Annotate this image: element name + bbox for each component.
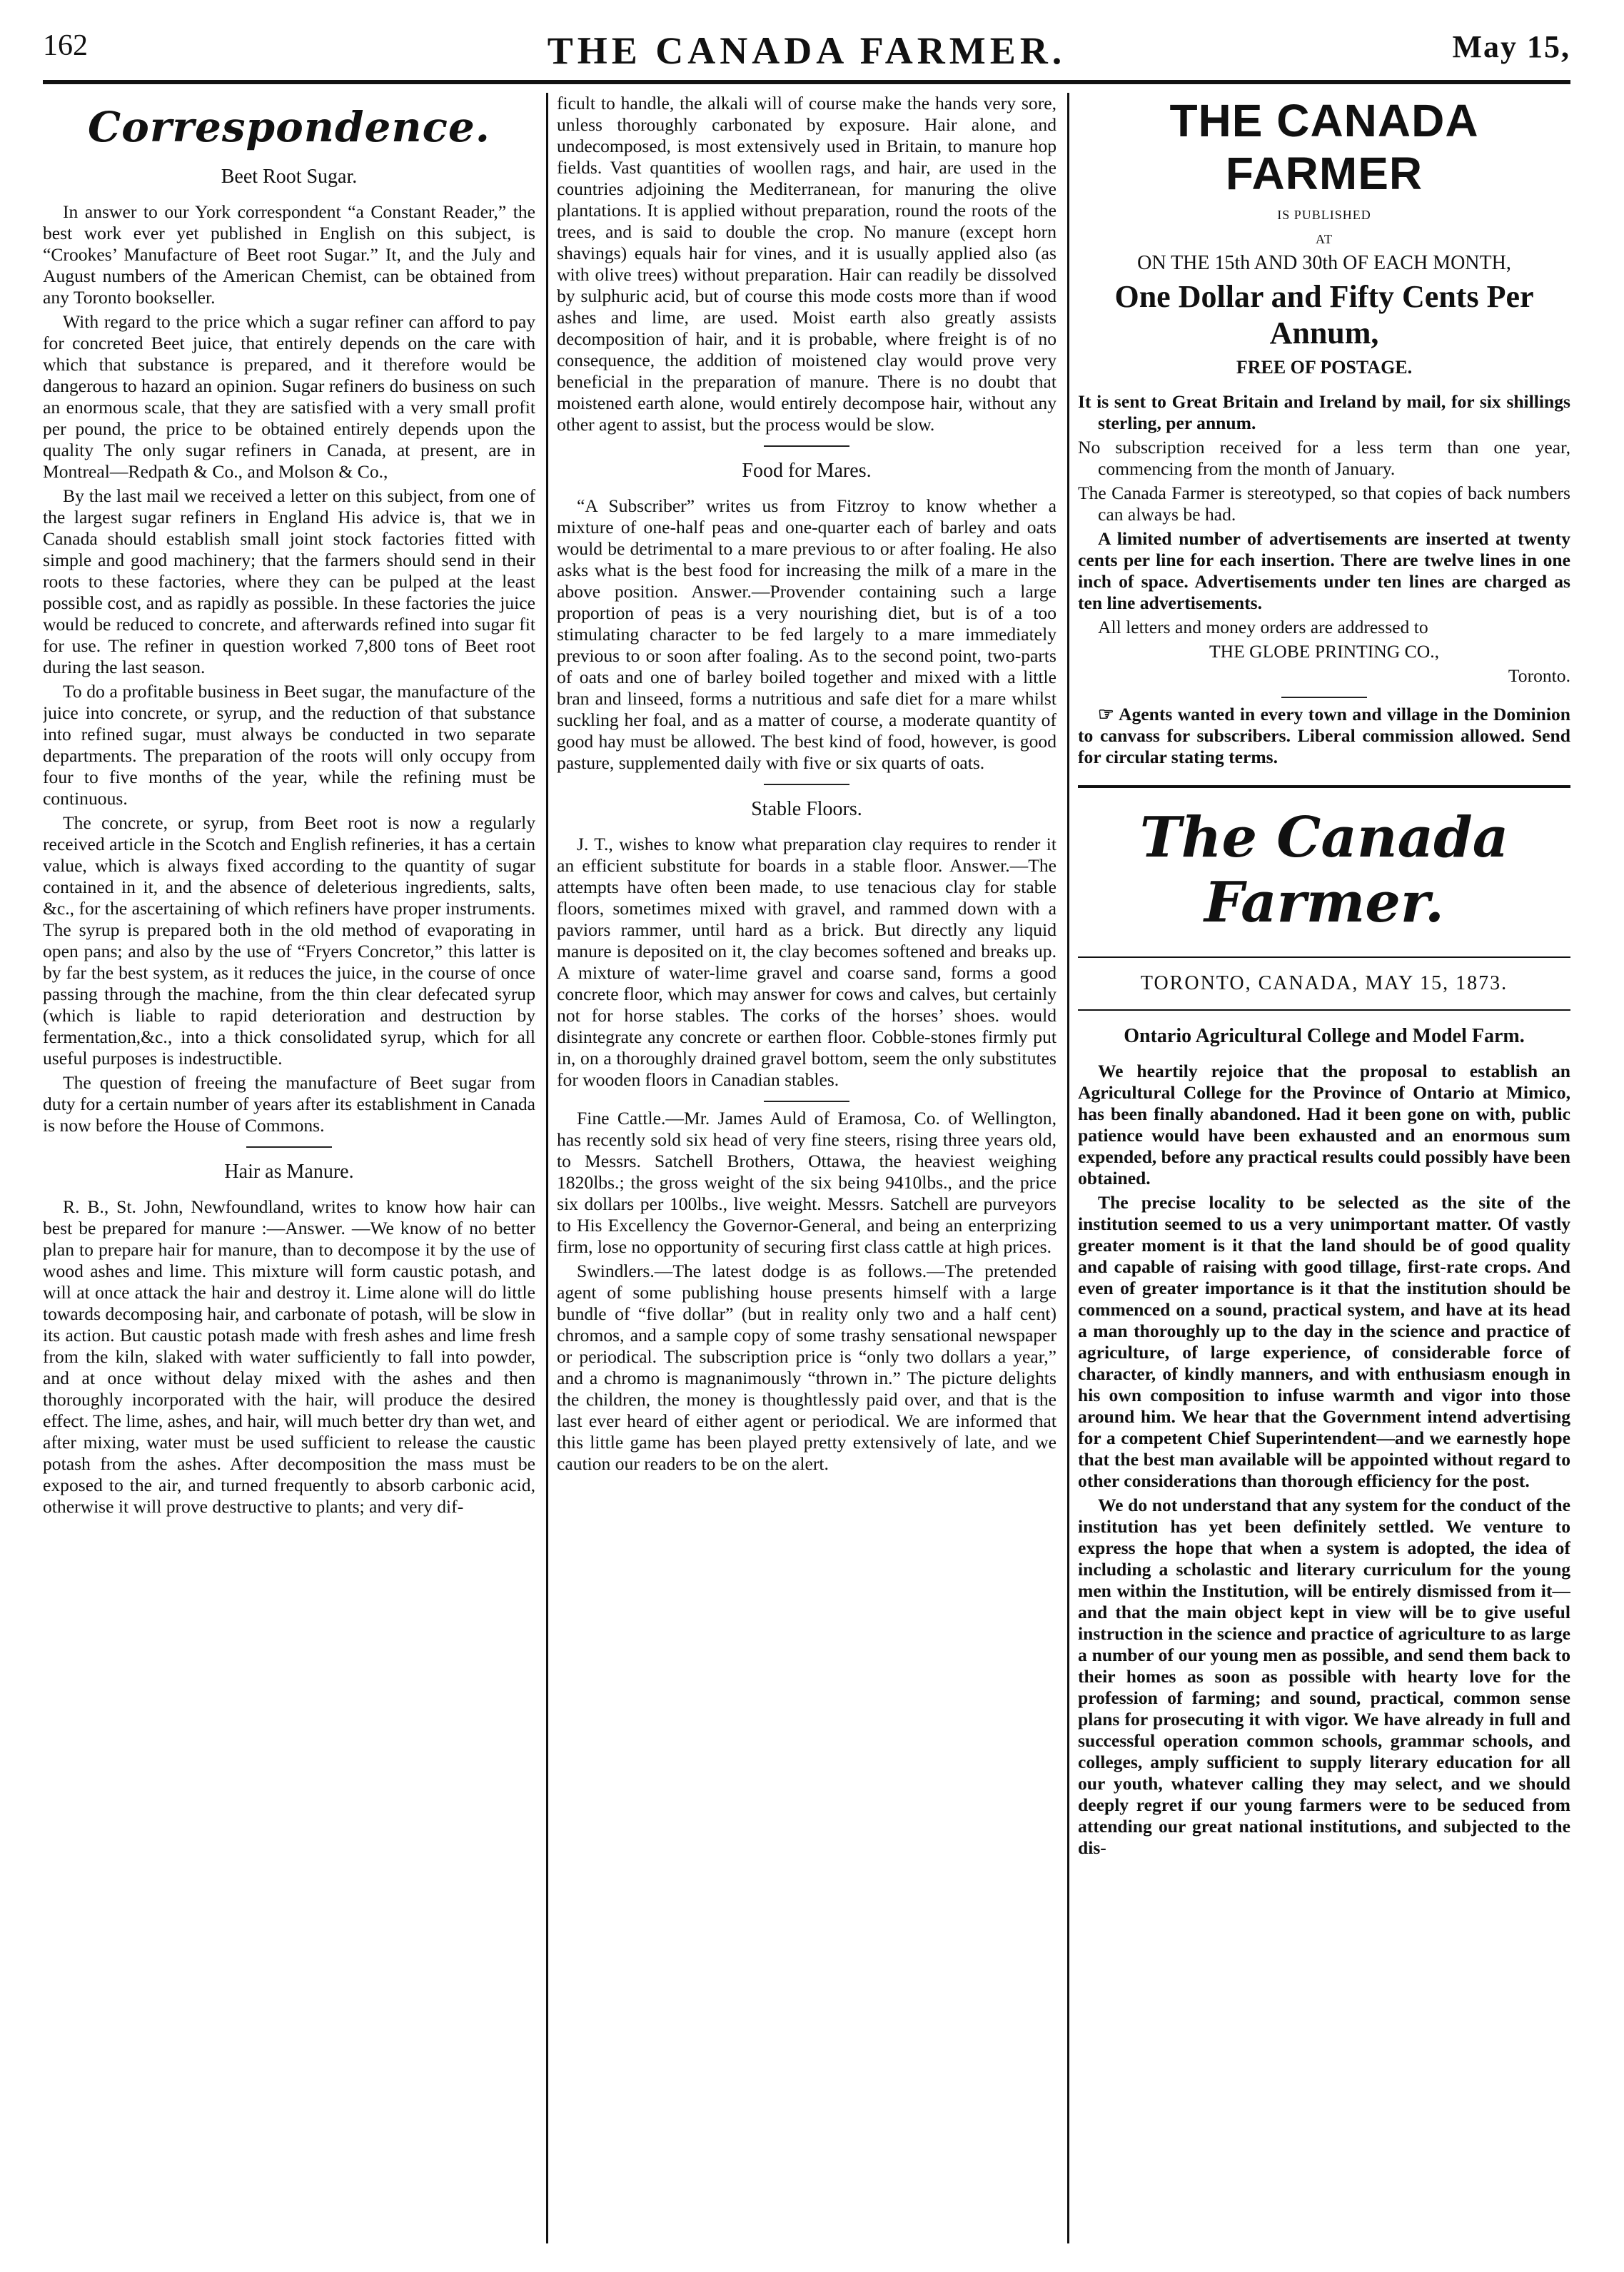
article-title: Stable Floors. (751, 798, 862, 820)
ad-free-postage: FREE OF POSTAGE. (1236, 357, 1413, 378)
ad-schedule: ON THE 15th AND 30th OF EACH MONTH, (1137, 252, 1511, 274)
ad-line: It is sent to Great Britain and Ireland by mail, for six shillings sterling, per annum. (1078, 391, 1570, 433)
column-3 (1078, 93, 1570, 2243)
article-title: Food for Mares. (742, 460, 872, 482)
section-heading: Correspondence. (88, 103, 490, 151)
ad-company: THE GLOBE PRINTING CO., (1209, 641, 1440, 662)
paragraph: By the last mail we received a letter on this subject, from one of the largest sugar refiners in England His advice is, that we in Canada should establish small joint stock factories fitted with simple and good machinery; that the farmers should send in their roots to these factories, where they can be pulped at the least possible cost, and as rapidly as possible. In these factories the juice would be reduced to concrete, and afterwards refined into sugar fit for use. The refiner in question worked 7,800 tons of Beet root during the last season. (43, 485, 535, 677)
paragraph: Swindlers.—The latest dodge is as follows.—The pretended agent of some publishing house presents himself with a large bundle of “five dollar” (but in reality only two and a half cent) chromos, and a sample copy of some trashy sensational newspaper or periodical. The subscription price is “only two dollars a year,” and a chromo is magnanimously “thrown in.” The picture delights the children, the money is thoughtlessly paid over, and that is the last ever heard of either agent or periodical. We are informed that this little game has been played pretty extensively of late, and we caution our readers to be on the alert. (557, 1261, 1056, 1474)
page-header (43, 29, 1570, 71)
column-rule (1067, 93, 1069, 2243)
paragraph: The question of freeing the manufacture of Beet sugar from duty for a certain number of years after its establishment in Canada is now before the House of Commons. (43, 1072, 535, 1136)
masthead-title: The Canada Farmer. (1139, 805, 1509, 935)
divider (1281, 697, 1367, 698)
divider (764, 1101, 849, 1102)
ad-published: IS PUBLISHED (1277, 208, 1371, 222)
paragraph: ficult to handle, the alkali will of course make the hands very sore, unless thoroughly carbonated by exposure. Hair alone, and undecomposed, is most extensively used in Britain, to manure hop fields. Vast quantities of woollen rags, and hair, are used in the countries adjoining the Mediterranean, for manuring the olive plantations. It is applied without preparation, round the roots of the trees, and is said to double the crop. No manure (except horn shavings) equals hair for vines, and it is usually applied also (as with olive trees) without preparation. Hair can readily be dissolved by sulphuric acid, but of course this mode costs more than if wood ashes and lime, are used. Moist earth also greatly assists decomposition of hair, and it is probable, where freight is of no consequence, the addition of moistened clay would prove very beneficial in the preparation of manure. There is no doubt that moistened earth alone, would entirely decompose hair, without any other agent to assist, but the process would be slow. (557, 93, 1056, 435)
paragraph: “A Subscriber” writes us from Fitzroy to know whether a mixture of one-half peas and one-quarter each of barley and oats would be detrimental to a mare previous to or after foaling. He also asks what is the best food for increasing the milk of a mare in the above position. Answer.—Provender containing such a large proportion of peas is a very nourishing diet, but is of a too stimulating character to be fed largely to a mare immediately previous to or soon after foaling. As to the second point, two-parts of oats and one of barley boiled together and mixed with a little bran and linseed, forms a nutritious and safe diet for a mare whilst suckling her foal, and as a matter of course, a moderate quantity of good hay must be allowed. The best kind of food, however, is good pasture, supplemented daily with five or six quarts of oats. (557, 495, 1056, 773)
ad-line: A limited number of advertisements are inserted at twenty cents per line for each insertion. There are twelve lines in one inch of space. Advertisements under ten lines are charged as ten line advertisements. (1078, 528, 1570, 613)
paragraph: In answer to our York correspondent “a Constant Reader,” the best work ever yet published in English on this subject, is “Crookes’ Manufacture of Beet root Sugar.” It, and the July and August numbers of the American Chemist, can be obtained from any Toronto bookseller. (43, 201, 535, 308)
paragraph: To do a profitable business in Beet sugar, the manufacture of the juice into concrete, or syrup, and the reduction of that substance into refined sugar, must always be conducted in two separate departments. The preparation of the roots will only occupy from four to five months of the year, while the refining must be continuous. (43, 681, 535, 809)
ad-at: AT (1316, 232, 1333, 246)
header-rule (43, 80, 1570, 84)
paragraph: R. B., St. John, Newfoundland, writes to know how hair can best be prepared for manure :—Answer. —We know of no better plan to prepare hair for manure, than to decompose it by the use of wood ashes and lime. This mixture will form caustic potash, and will at once attack the hair and destroy it. Lime alone will do little towards decomposing hair, and carbonate of potash, will be slow in its action. But caustic potash made with fresh ashes and lime fresh from the kiln, slaked with water sufficiently to fall into powder, and at once without delay mixed with the ashes and then thoroughly incorporated with the hair, will produce the desired effect. The lime, ashes, and hair, will much better dry than wet, and after mixing, water must be used sufficient to release the caustic potash from the ashes. After decomposition the mass must be exposed to the air, and turned frequently to absorb carbonic acid, otherwise it will prove destructive to plants; and very dif- (43, 1196, 535, 1517)
ad-line: All letters and money orders are addressed to (1098, 617, 1428, 637)
column-2 (557, 93, 1056, 2243)
ad-title: THE CANADA FARMER (1169, 95, 1479, 199)
dateline: TORONTO, CANADA, MAY 15, 1873. (1140, 972, 1508, 994)
paragraph: The concrete, or syrup, from Beet root is now a regularly received article in the Scotch and English refineries, it has a certain value, which is always fixed according to the quantity of sugar contained in it, and the absence of deleterious ingredients, salts, &c., for the ascertaining of which refiners have proper instruments. The syrup is prepared both in the old method of evaporating in open pans; and also by the use of “Fryers Concretor,” this latter is by far the best system, as it reduces the juice, in the course of once passing through the machine, from the thin clear defecated syrup (which is liable to rapid deterioration and destruction by fermentation,&c., into a thick consolidated syrup, which for all useful purposes is indestructible. (43, 812, 535, 1069)
page-number: 162 (43, 29, 88, 62)
paragraph: Fine Cattle.—Mr. James Auld of Eramosa, Co. of Wellington, has recently sold six head of very fine steers, rising three years old, to Messrs. Satchell Brothers, Ottawa, the heaviest weighing 1820lbs.; the gross weight of the six being 9410lbs., and the price six dollars per 100lbs., live weight. Messrs. Satchell are purveyors to His Excellency the Governor-General, and being an enterprizing firm, lose no opportunity of securing first class cattle at high prices. (557, 1108, 1056, 1257)
column-1 (43, 93, 535, 2243)
paragraph: We heartily rejoice that the proposal to establish an Agricultural College for the Province of Ontario at Mimico, has been finally abandoned. Had it been gone on with, public patience would have been exhausted and an enormous sum expended, before any practical results could possibly have been obtained. (1078, 1061, 1570, 1188)
ad-line: The Canada Farmer is stereotyped, so that copies of back numbers can always be had. (1078, 483, 1570, 525)
paragraph: With regard to the price which a sugar refiner can afford to pay for concreted Beet juice, that entirely depends on the care with which that substance is prepared, and it therefore would be dangerous to hazard an opinion. Sugar refiners do business on such an enormous scale, that they are satisfied with a very small profit per pound, the price to be obtained entirely depends upon the quality The only sugar refiners in Canada, at present, are in Montreal—Redpath & Co., and Molson & Co., (43, 311, 535, 482)
subscription-box (1078, 94, 1570, 788)
editorial-title: Ontario Agricultural College and Model Farm. (1124, 1025, 1525, 1047)
column-rule (546, 93, 548, 2243)
running-title: THE CANADA FARMER. (547, 29, 1066, 72)
divider (1078, 956, 1570, 958)
article-title: Hair as Manure. (224, 1161, 354, 1183)
article-title: Beet Root Sugar. (221, 166, 358, 188)
paragraph: The precise locality to be selected as the site of the institution seemed to us a very unimportant matter. Of vastly greater moment is it that the land should be of good quality and capable of raising with good tillage, first-rate crops. And even of greater importance is it that the institution should be commenced on a sound, practical system, and have at its head a man thoroughly up to the day in the science and practice of agriculture, of large experience, of considerable force of character, of kindly manners, and with enthusiasm enough in his own composition to infuse warmth and vigor into those around him. We hear that the Government intend advertising for a competent Chief Superintendent—and we earnestly hope that the best man available will be appointed without regard to other considerations than thorough efficiency for the post. (1078, 1192, 1570, 1491)
divider (246, 1146, 332, 1148)
divider (764, 784, 849, 785)
divider (764, 445, 849, 447)
divider (1078, 1009, 1570, 1011)
ad-city: Toronto. (1508, 665, 1570, 686)
ad-line: No subscription received for a less term than one year, commencing from the month of January. (1078, 437, 1570, 479)
issue-date: May 15, (1452, 29, 1570, 64)
ad-price: One Dollar and Fifty Cents Per Annum, (1114, 279, 1534, 350)
paragraph: J. T., wishes to know what preparation clay requires to render it an efficient substitute for boards in a stable floor. Answer.—The attempts have often been made, to use tenacious clay for stable floors, sometimes mixed with gravel, and rammed down with a paviors rammer, until hard as a brick. But directly any liquid manure is deposited on it, the clay becomes softened and breaks up. A mixture of water-lime gravel and coarse sand, forms a good concrete floor, which may answer for cows and calves, but certainly not for horse stables. The corks of the horses’ shoes. would disintegrate any concrete or earthen floor. Cobble-stones firmly put in, on a thoroughly drained gravel bottom, seem the only substitutes for wooden floors in Canadian stables. (557, 834, 1056, 1090)
ad-agents: ☞ Agents wanted in every town and village in the Dominion to canvass for subscribers. Liberal commission allowed. Send for circular stating terms. (1078, 704, 1570, 767)
paragraph: We do not understand that any system for the conduct of the institution has yet been definitely settled. We venture to express the hope that when a system is adopted, the idea of including a scholastic and literary curriculum for the young men within the Institution, will be entirely dismissed from it—and that the main object kept in view will be to give useful instruction in the science and practice of agriculture to as large a number of our young men as possible, and send them back to their homes as soon as possible with hearty love for the profession of farming; and sound, practical, common sense plans for prosecuting it with vigor. We have already in full and successful operation common schools, grammar schools, and colleges, amply sufficient to supply literary education for all our youth, whatever calling they may select, and we should deeply regret if our young farmers were to be seduced from attending our great national institutions, and subjected to the dis- (1078, 1495, 1570, 1858)
